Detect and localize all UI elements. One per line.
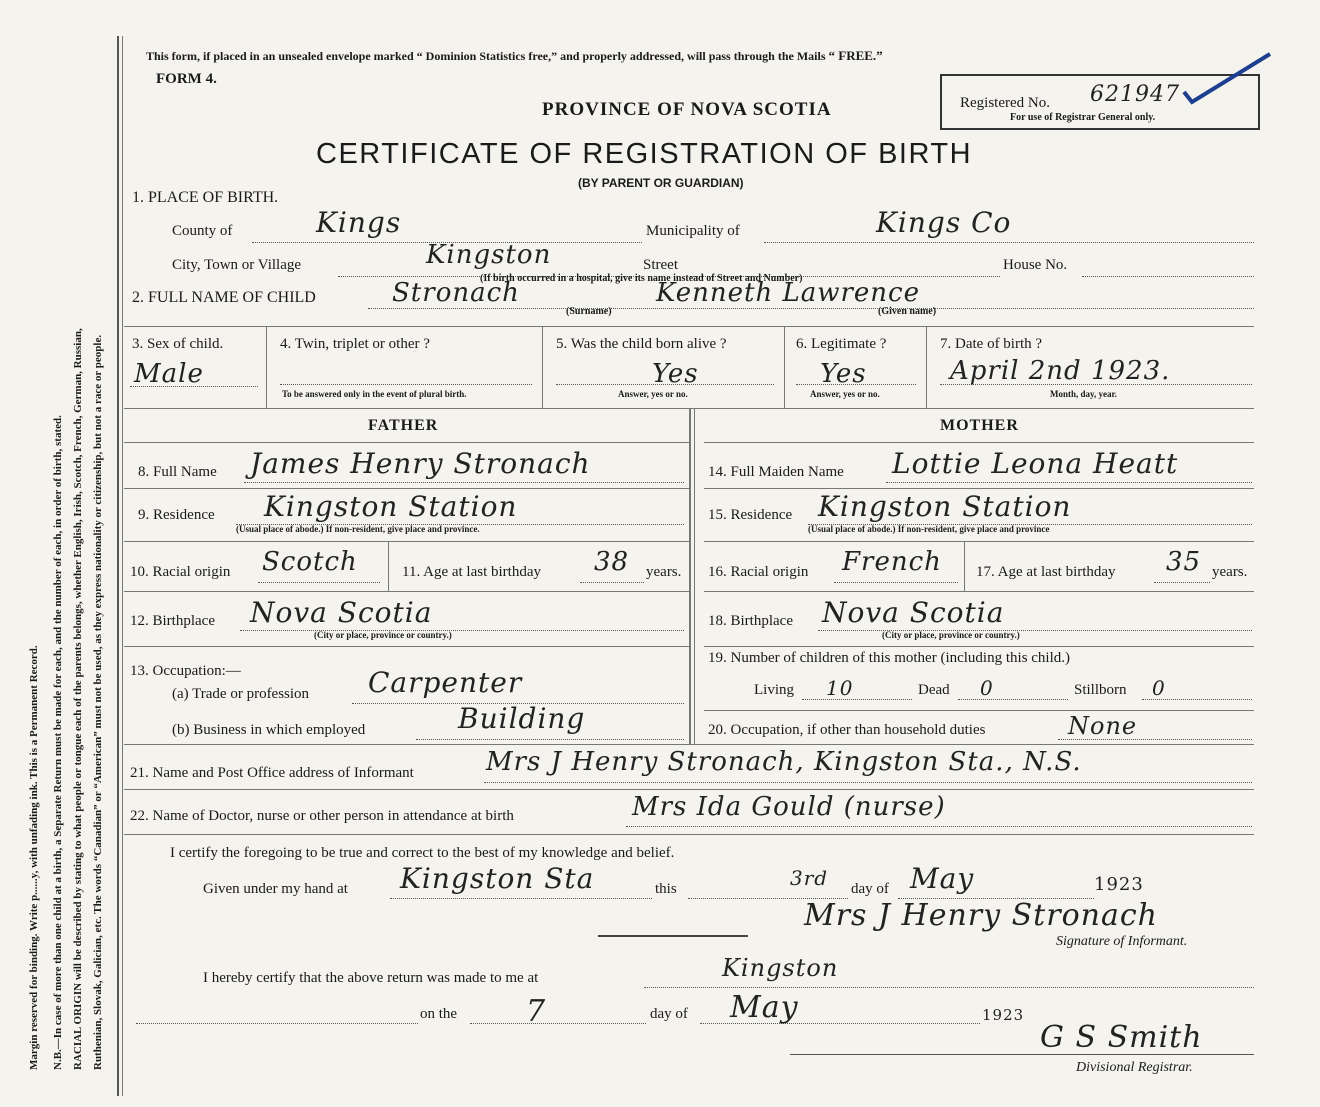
certify-statement: I certify the foregoing to be true and correct to the best of my knowledge and belief. <box>170 845 675 861</box>
legitimate-note: Answer, yes or no. <box>810 389 880 399</box>
registered-value: 621947 <box>1090 82 1180 107</box>
mother-residence-label: 15. Residence <box>708 507 793 523</box>
father-racial-label: 10. Racial origin <box>130 564 231 580</box>
dead-value: 0 <box>980 676 994 700</box>
reg-day-of-label: day of <box>650 1006 688 1022</box>
mother-birthplace-label: 18. Birthplace <box>708 613 793 629</box>
sex-label: 3. Sex of child. <box>132 336 224 352</box>
children-label: 19. Number of children of this mother (including this child.) <box>708 650 1071 666</box>
mother-occupation-label: 20. Occupation, if other than household duties <box>708 722 986 738</box>
registrar-caption: Divisional Registrar. <box>1076 1060 1193 1075</box>
city-label: City, Town or Village <box>172 257 302 273</box>
attendant-value: Mrs Ida Gould (nurse) <box>632 792 946 822</box>
given-place: Kingston Sta <box>400 862 595 895</box>
mother-age: 35 <box>1166 547 1202 577</box>
on-the-label: on the <box>420 1006 458 1022</box>
mother-racial: French <box>842 547 942 577</box>
street-label: Street <box>643 257 678 273</box>
legitimate-label: 6. Legitimate ? <box>796 336 887 352</box>
dob-value: April 2nd 1923. <box>950 356 1171 386</box>
place-of-birth-label: 1. PLACE OF BIRTH. <box>132 189 279 206</box>
mother-name-label: 14. Full Maiden Name <box>708 464 844 480</box>
dob-label: 7. Date of birth ? <box>940 336 1043 352</box>
margin-note-nb: N.B.—In case of more than one child at a birth, a Separate Return must be made for each, and the number of each, in order of birth, stated. <box>52 415 64 1070</box>
margin-note-racial-1: RACIAL ORIGIN will be described by stating to what people or tongue each of the parents belongs, whether English, Irish, Scotch, French, German, Russian, <box>72 328 84 1070</box>
margin-note-racial-2: Ruthenian, Slovak, Galician, etc. The words “Canadian” or “American” must not be used, as they express nationality or citizenship, but not a race or people. <box>92 334 104 1070</box>
checkmark-icon <box>1180 50 1275 110</box>
mother-racial-label: 16. Racial origin <box>708 564 809 580</box>
cert-day-of-label: day of <box>851 881 889 897</box>
certificate-subtitle: (BY PARENT OR GUARDIAN) <box>578 176 744 190</box>
father-heading: FATHER <box>368 417 439 434</box>
registrar-year: 1923 <box>982 1006 1025 1024</box>
city-value: Kingston <box>426 240 552 270</box>
registrar-signature: G S Smith <box>1040 1020 1203 1055</box>
father-residence: Kingston Station <box>264 490 518 523</box>
father-birthplace-note: (City or place, province or country.) <box>314 630 452 640</box>
province-heading: PROVINCE OF NOVA SCOTIA <box>542 99 832 120</box>
father-age: 38 <box>594 547 630 577</box>
twin-label: 4. Twin, triplet or other ? <box>280 336 430 352</box>
father-birthplace-label: 12. Birthplace <box>130 613 215 629</box>
stillborn-label: Stillborn <box>1074 682 1127 698</box>
registrar-day: 7 <box>526 994 547 1029</box>
twin-note: To be answered only in the event of plural birth. <box>282 389 467 399</box>
father-birthplace: Nova Scotia <box>250 596 433 629</box>
living-value: 10 <box>826 676 854 700</box>
cert-year: 1923 <box>1094 874 1144 895</box>
father-trade: Carpenter <box>368 666 523 699</box>
child-name-label: 2. FULL NAME OF CHILD <box>132 289 316 306</box>
mother-occupation: None <box>1068 712 1138 740</box>
mother-years: years. <box>1212 564 1248 580</box>
mother-name: Lottie Leona Heatt <box>892 447 1179 480</box>
binding-rule <box>117 36 119 1096</box>
county-value: Kings <box>316 206 402 239</box>
form-number: FORM 4. <box>156 71 217 87</box>
certificate-title: CERTIFICATE OF REGISTRATION OF BIRTH <box>316 138 973 170</box>
cert-day: 3rd <box>790 866 829 890</box>
house-label: House No. <box>1003 257 1068 273</box>
father-business: Building <box>458 702 586 735</box>
informant-value: Mrs J Henry Stronach, Kingston Sta., N.S. <box>486 747 1082 777</box>
registrar-month: May <box>730 990 799 1025</box>
mother-residence-note: (Usual place of abode.) If non-resident, give place and province <box>808 524 1050 534</box>
father-years: years. <box>646 564 682 580</box>
father-name: James Henry Stronach <box>250 447 591 480</box>
cert-month: May <box>910 862 975 895</box>
this-label: this <box>655 881 677 897</box>
father-residence-label: 9. Residence <box>138 507 215 523</box>
municipality-value: Kings Co <box>876 206 1012 239</box>
given-caption: (Given name) <box>878 306 937 317</box>
attendant-label: 22. Name of Doctor, nurse or other person in attendance at birth <box>130 808 514 824</box>
mother-birthplace-note: (City or place, province or country.) <box>882 630 1020 640</box>
father-age-label: 11. Age at last birthday <box>402 564 541 580</box>
registrar-note: For use of Registrar General only. <box>1010 112 1156 123</box>
father-residence-note: (Usual place of abode.) If non-resident, give place and province. <box>236 524 480 534</box>
child-given-name: Kenneth Lawrence <box>656 278 920 308</box>
sex-value: Male <box>134 359 204 389</box>
hospital-note: (If birth occurred in a hospital, give its name instead of Street and Number) <box>480 273 803 284</box>
municipality-label: Municipality of <box>646 223 740 239</box>
dead-label: Dead <box>918 682 950 698</box>
alive-label: 5. Was the child born alive ? <box>556 336 727 352</box>
mother-birthplace: Nova Scotia <box>822 596 1005 629</box>
informant-signature: Mrs J Henry Stronach <box>804 898 1158 933</box>
father-business-label: (b) Business in which employed <box>172 722 366 738</box>
informant-label: 21. Name and Post Office address of Informant <box>130 765 414 781</box>
stillborn-value: 0 <box>1152 676 1166 700</box>
alive-value: Yes <box>652 359 699 389</box>
mother-residence: Kingston Station <box>818 490 1072 523</box>
binding-rule-2 <box>122 36 123 1096</box>
mother-heading: MOTHER <box>940 417 1019 434</box>
father-racial: Scotch <box>262 547 358 577</box>
mother-age-label: 17. Age at last birthday <box>976 564 1116 580</box>
legitimate-value: Yes <box>820 359 867 389</box>
registered-label: Registered No. <box>960 95 1050 111</box>
informant-signature-caption: Signature of Informant. <box>1056 934 1188 949</box>
alive-note: Answer, yes or no. <box>618 389 688 399</box>
registrar-certify: I hereby certify that the above return was made to me at <box>203 970 539 986</box>
mail-note: This form, if placed in an unsealed envelope marked “ Dominion Statistics free,” and properly addressed, will pass through the Mails “ FREE.” <box>146 48 883 63</box>
child-surname: Stronach <box>392 278 520 308</box>
given-under-label: Given under my hand at <box>203 881 348 897</box>
registrar-place: Kingston <box>722 954 839 982</box>
living-label: Living <box>754 682 794 698</box>
father-occupation-label: 13. Occupation:— <box>130 663 241 679</box>
father-name-label: 8. Full Name <box>138 464 217 480</box>
margin-note-binding: Margin reserved for binding. Write p......y, with unfading ink. This is a Permanent Record. <box>28 645 40 1070</box>
county-label: County of <box>172 223 233 239</box>
surname-caption: (Surname) <box>566 306 612 317</box>
dob-note: Month, day, year. <box>1050 389 1117 399</box>
father-trade-label: (a) Trade or profession <box>172 686 310 702</box>
